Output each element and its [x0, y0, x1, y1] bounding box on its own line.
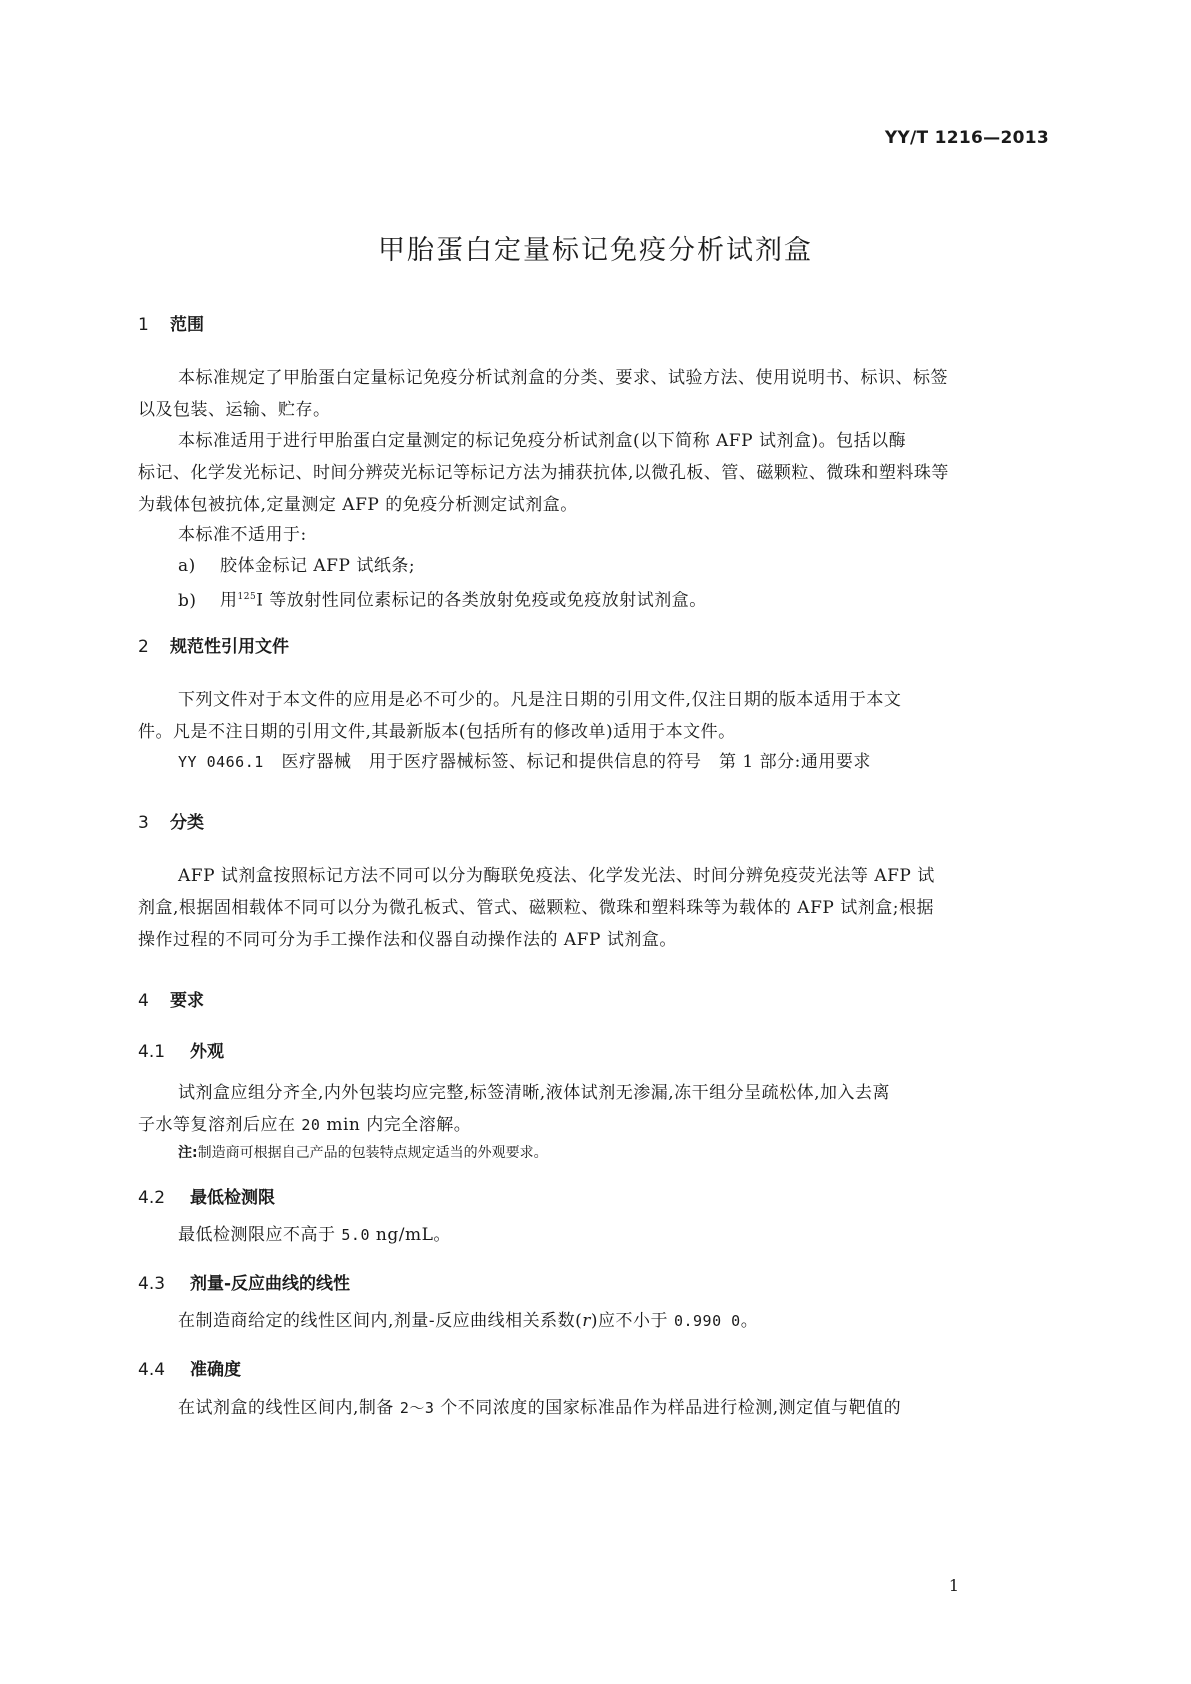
subsection-number: 4.2 — [138, 1188, 166, 1208]
section-1-paragraph-2 — [138, 425, 1058, 521]
list-item — [178, 550, 415, 582]
text-segment: 子水等复溶剂后应在 — [138, 1115, 296, 1135]
superscript-number: 125 — [237, 592, 257, 602]
number: 20 — [301, 1116, 321, 1134]
subsection-4-1-paragraph — [138, 1077, 1058, 1141]
list-text: 用 — [220, 590, 238, 611]
reference-code: YY 0466.1 — [178, 753, 264, 771]
text-line: 本标准规定了甲胎蛋白定量标记免疫分析试剂盒的分类、要求、试验方法、使用说明书、标识、标签 — [178, 368, 948, 388]
number: 0.990 0 — [673, 1312, 741, 1330]
subsection-4-2-paragraph — [178, 1219, 451, 1251]
text-segment: 最低检测限应不高于 — [178, 1225, 336, 1245]
page-number: 1 — [948, 1576, 959, 1595]
subsection-4-2-heading — [138, 1183, 275, 1208]
subsection-4-3-heading — [138, 1269, 350, 1294]
subsection-number: 4.1 — [138, 1042, 166, 1062]
standard-number: YY/T 1216—2013 — [884, 128, 1049, 148]
section-2-heading — [138, 632, 289, 657]
text-segment: min 内完全溶解。 — [326, 1115, 472, 1135]
section-title: 分类 — [170, 813, 204, 833]
subsection-title: 外观 — [190, 1042, 224, 1062]
text-line: 操作过程的不同可分为手工操作法和仪器自动操作法的 AFP 试剂盒。 — [138, 930, 677, 950]
text-line: 试剂盒应组分齐全,内外包装均应完整,标签清晰,液体试剂无渗漏,冻干组分呈疏松体,加入去离 — [178, 1083, 891, 1103]
note — [178, 1142, 548, 1162]
subsection-title: 剂量-反应曲线的线性 — [190, 1274, 351, 1294]
subsection-title: 最低检测限 — [190, 1188, 275, 1208]
text-line: 件。凡是不注日期的引用文件,其最新版本(包括所有的修改单)适用于本文件。 — [138, 722, 736, 742]
subsection-title: 准确度 — [190, 1360, 241, 1380]
section-title: 规范性引用文件 — [170, 637, 289, 657]
section-1-heading — [138, 310, 204, 335]
text-line: 本标准适用于进行甲胎蛋白定量测定的标记免疫分析试剂盒(以下简称 AFP 试剂盒)。包括以酶 — [178, 431, 907, 451]
list-text: I 等放射性同位素标记的各类放射免疫或免疫放射试剂盒。 — [256, 590, 707, 611]
section-number: 4 — [138, 991, 149, 1011]
subsection-number: 4.4 — [138, 1360, 166, 1380]
section-number: 2 — [138, 637, 149, 657]
section-title: 范围 — [170, 315, 204, 335]
text-segment: ng/mL。 — [375, 1225, 451, 1245]
subsection-number: 4.3 — [138, 1274, 166, 1294]
section-4-heading — [138, 986, 204, 1011]
text-line: 标记、化学发光标记、时间分辨荧光标记等标记方法为捕获抗体,以微孔板、管、磁颗粒、微珠和塑料珠等 — [138, 463, 949, 483]
text-line: AFP 试剂盒按照标记方法不同可以分为酶联免疫法、化学发光法、时间分辨免疫荧光法等 AFP 试 — [178, 866, 935, 886]
section-3-paragraph-1 — [138, 860, 1058, 956]
text-line — [138, 1109, 1058, 1141]
list-text: 胶体金标记 AFP 试纸条; — [220, 556, 416, 576]
text-segment: 在试剂盒的线性区间内,制备 — [178, 1398, 394, 1418]
text-line: 为载体包被抗体,定量测定 AFP 的免疫分析测定试剂盒。 — [138, 495, 578, 515]
text-line: 以及包装、运输、贮存。 — [138, 400, 331, 420]
text-segment: )应不小于 — [590, 1311, 669, 1331]
variable: r — [582, 1311, 591, 1331]
list-marker: a) — [178, 556, 196, 576]
list-marker: b) — [178, 590, 197, 611]
reference-title: 医疗器械 用于医疗器械标签、标记和提供信息的符号 第 1 部分:通用要求 — [281, 752, 871, 772]
section-1-paragraph-3: 本标准不适用于: — [178, 525, 307, 545]
number: 5.0 — [341, 1226, 370, 1244]
text-segment: 个不同浓度的国家标准品作为样品进行检测,测定值与靶值的 — [440, 1398, 902, 1418]
subsection-4-4-paragraph — [178, 1392, 901, 1424]
subsection-4-3-paragraph — [178, 1305, 758, 1337]
section-title: 要求 — [170, 991, 204, 1011]
section-2-paragraph-1 — [138, 684, 1058, 748]
note-text: 制造商可根据自己产品的包装特点规定适当的外观要求。 — [197, 1145, 548, 1161]
document-title: 甲胎蛋白定量标记免疫分析试剂盒 — [378, 235, 813, 266]
number: 2～3 — [399, 1399, 435, 1417]
list-item — [178, 581, 707, 617]
text-line: 下列文件对于本文件的应用是必不可少的。凡是注日期的引用文件,仅注日期的版本适用于本文 — [178, 690, 902, 710]
section-3-heading — [138, 808, 204, 833]
text-segment: 。 — [740, 1311, 759, 1331]
section-1-paragraph-1 — [138, 362, 1058, 426]
subsection-4-1-heading — [138, 1037, 224, 1062]
normative-reference — [178, 746, 871, 778]
note-label: 注: — [178, 1145, 198, 1161]
section-number: 1 — [138, 315, 149, 335]
subsection-4-4-heading — [138, 1355, 241, 1380]
text-line: 剂盒,根据固相载体不同可以分为微孔板式、管式、磁颗粒、微珠和塑料珠等为载体的 AFP 试剂盒;根据 — [138, 898, 934, 918]
section-number: 3 — [138, 813, 149, 833]
text-segment: 在制造商给定的线性区间内,剂量-反应曲线相关系数( — [178, 1311, 583, 1331]
